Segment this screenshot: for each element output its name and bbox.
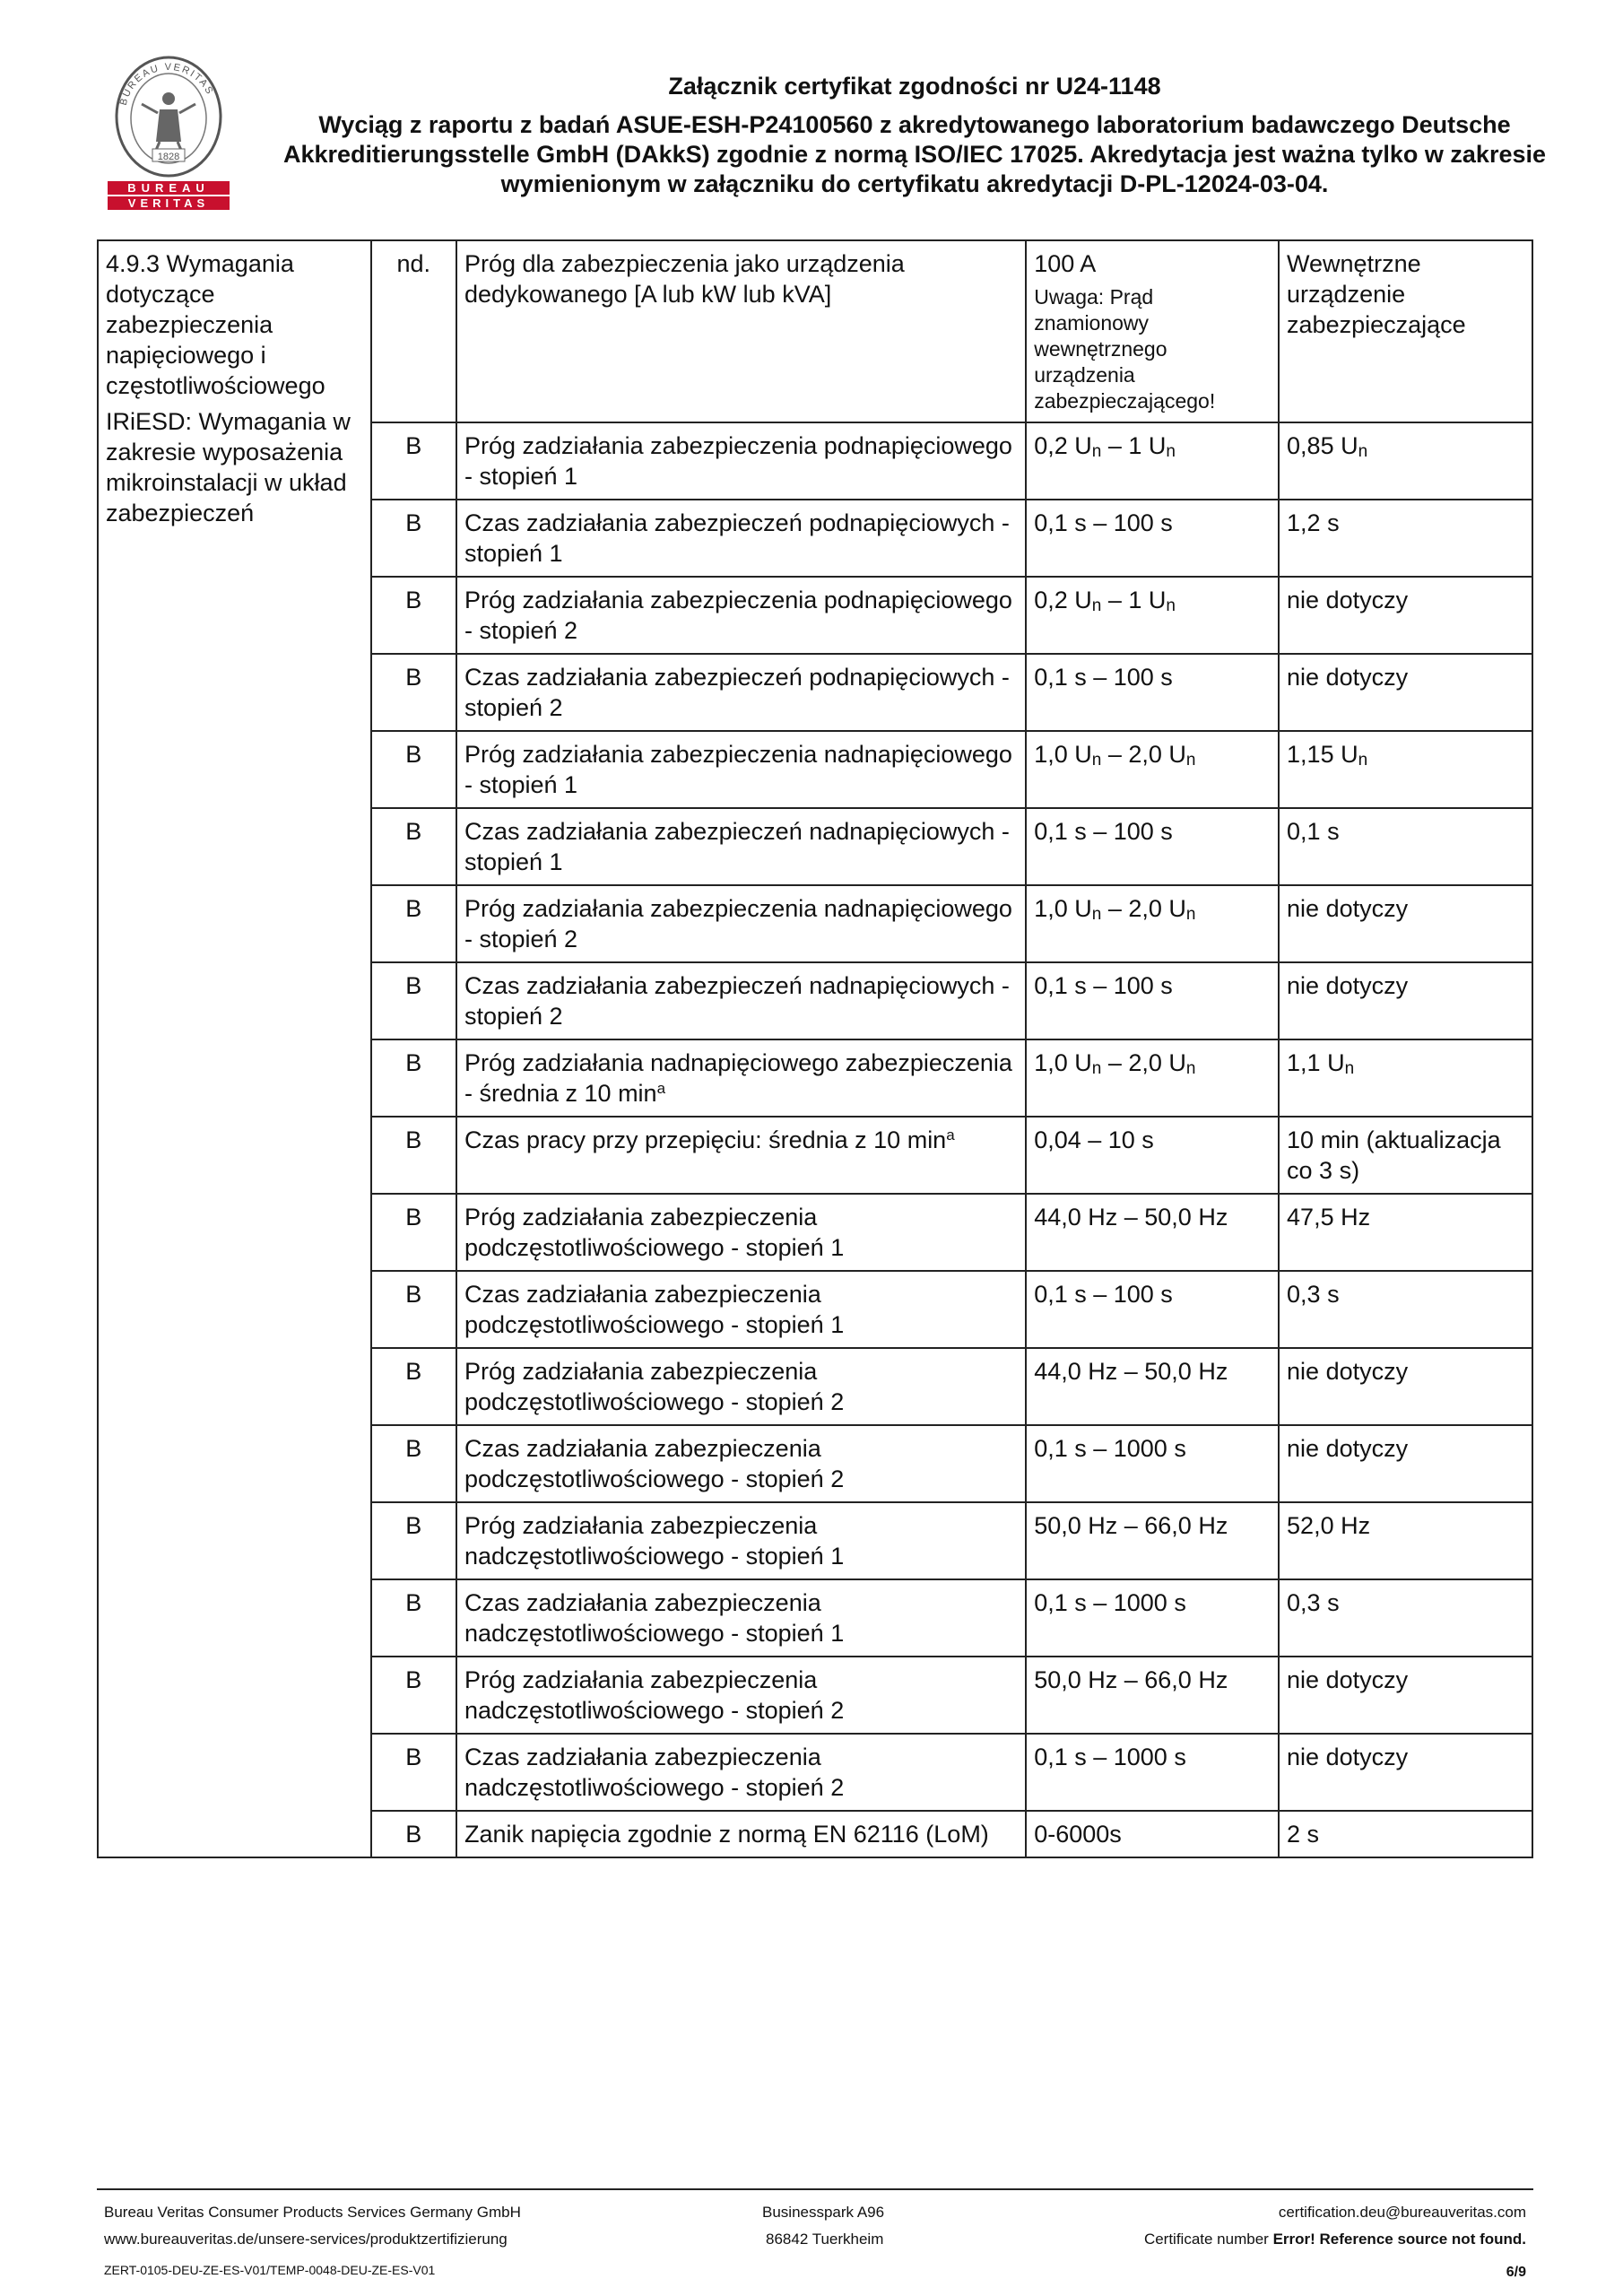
value-cell: nie dotyczy xyxy=(1279,577,1532,654)
page-number: 6/9 xyxy=(1506,2265,1526,2280)
bureau-veritas-logo xyxy=(106,54,231,212)
description-cell: Próg zadziałania zabezpieczenia podnapięciowego - stopień 2 xyxy=(456,577,1026,654)
description-cell: Próg zadziałania zabezpieczenia podnapięciowego - stopień 1 xyxy=(456,422,1026,500)
description-cell: Próg zadziałania zabezpieczenia podczęstotliwościowego - stopień 1 xyxy=(456,1194,1026,1271)
nd-cell: B xyxy=(371,808,456,885)
range-cell: 0,1 s – 100 s xyxy=(1026,808,1279,885)
value-cell: nie dotyczy xyxy=(1279,885,1532,962)
footer-middle xyxy=(762,2199,884,2253)
value-cell: nie dotyczy xyxy=(1279,654,1532,731)
certificate-error: Error! Reference source not found. xyxy=(1272,2231,1526,2248)
value-cell: 0,1 s xyxy=(1279,808,1532,885)
range-cell xyxy=(1026,240,1279,422)
nd-cell: B xyxy=(371,1425,456,1502)
description-cell: Czas zadziałania zabezpieczenia nadczęstotliwościowego - stopień 1 xyxy=(456,1579,1026,1657)
description-cell: Próg zadziałania zabezpieczenia podczęstotliwościowego - stopień 2 xyxy=(456,1348,1026,1425)
range-cell: 0,1 s – 100 s xyxy=(1026,500,1279,577)
range-cell: 0,2 $U_n - 1$ $U_n$ xyxy=(1026,422,1279,500)
value-cell: nie dotyczy xyxy=(1279,962,1532,1039)
svg-text:BUREAU VERITAS: BUREAU VERITAS xyxy=(117,61,216,107)
value-cell: nie dotyczy xyxy=(1279,1348,1532,1425)
description-cell: Próg zadziałania nadnapięciowego zabezpieczenia - średnia z 10 $\min^a$ xyxy=(456,1039,1026,1117)
nd-cell: B xyxy=(371,500,456,577)
certificate-label: Certificate number xyxy=(1143,2231,1273,2248)
value-cell: 0,3 s xyxy=(1279,1271,1532,1348)
range-cell: 0,1 s – 1000 s xyxy=(1026,1734,1279,1811)
footer-certificate xyxy=(1144,2226,1526,2253)
requirements-table xyxy=(97,239,1533,1858)
category-subtitle: IRiESD: Wymagania w zakresie wyposażenia mikroinstalacji w układ zabezpieczeń xyxy=(106,408,351,526)
range-cell: 0,1 s – 100 s xyxy=(1026,1271,1279,1348)
nd-cell: B xyxy=(371,1194,456,1271)
nd-cell: B xyxy=(371,422,456,500)
description-cell: Czas zadziałania zabezpieczeń nadnapięciowych - stopień 2 xyxy=(456,962,1026,1039)
description-cell: Czas zadziałania zabezpieczeń podnapięciowych - stopień 2 xyxy=(456,654,1026,731)
description-cell: Czas zadziałania zabezpieczeń nadnapięciowych - stopień 1 xyxy=(456,808,1026,885)
nd-cell: B xyxy=(371,885,456,962)
nd-cell: B xyxy=(371,962,456,1039)
nd-cell: B xyxy=(371,1117,456,1194)
value-cell: nie dotyczy xyxy=(1279,1734,1532,1811)
svg-text:BUREAU: BUREAU xyxy=(127,181,210,195)
document-header xyxy=(269,72,1560,199)
svg-text:1828: 1828 xyxy=(157,152,180,162)
value-cell: 1,15 $U_n$ xyxy=(1279,731,1532,808)
description-cell: Próg zadziałania zabezpieczenia nadczęstotliwościowego - stopień 1 xyxy=(456,1502,1026,1579)
description-cell: Czas zadziałania zabezpieczenia podczęstotliwościowego - stopień 1 xyxy=(456,1271,1026,1348)
description-cell: Próg zadziałania zabezpieczenia nadnapięciowego - stopień 1 xyxy=(456,731,1026,808)
nd-cell: B xyxy=(371,1348,456,1425)
description-cell: Czas zadziałania zabezpieczeń podnapięciowych - stopień 1 xyxy=(456,500,1026,577)
value-cell: 47,5 Hz xyxy=(1279,1194,1532,1271)
nd-cell: B xyxy=(371,1734,456,1811)
range-cell: 0,1 s – 100 s xyxy=(1026,654,1279,731)
nd-cell: B xyxy=(371,1271,456,1348)
footer-email[interactable]: certification.deu@bureauveritas.com xyxy=(1278,2204,1526,2221)
description-cell: Próg zadziałania zabezpieczenia nadczęstotliwościowego - stopień 2 xyxy=(456,1657,1026,1734)
description-cell: Czas pracy przy przepięciu: średnia z 10 $\min^a$ xyxy=(456,1117,1026,1194)
description-cell: Zanik napięcia zgodnie z normą EN 62116 (LoM) xyxy=(456,1811,1026,1857)
nd-cell: B xyxy=(371,577,456,654)
range-cell: 50,0 Hz – 66,0 Hz xyxy=(1026,1502,1279,1579)
range-value: 100 A xyxy=(1034,250,1097,277)
value-cell: nie dotyczy xyxy=(1279,1425,1532,1502)
footer-divider xyxy=(97,2188,1533,2190)
value-cell: 52,0 Hz xyxy=(1279,1502,1532,1579)
nd-cell: B xyxy=(371,731,456,808)
nd-cell: B xyxy=(371,1811,456,1857)
table-row xyxy=(98,240,1532,422)
range-cell: 44,0 Hz – 50,0 Hz xyxy=(1026,1348,1279,1425)
range-note: Uwaga: Prąd znamionowy wewnętrznego urządzenia zabezpieczającego! xyxy=(1034,285,1216,413)
value-cell: 0,3 s xyxy=(1279,1579,1532,1657)
range-cell: 1,0 $U_n - 2,0$ $U_n$ xyxy=(1026,885,1279,962)
footer-website[interactable]: www.bureauveritas.de/unsere-services/produktzertifizierung xyxy=(104,2231,508,2248)
value-cell: 0,85 $U_n$ xyxy=(1279,422,1532,500)
value-cell: 1,2 s xyxy=(1279,500,1532,577)
description-cell: Czas zadziałania zabezpieczenia podczęstotliwościowego - stopień 2 xyxy=(456,1425,1026,1502)
range-cell: 0,1 s – 1000 s xyxy=(1026,1425,1279,1502)
footer-company: Bureau Veritas Consumer Products Services Germany GmbH xyxy=(104,2204,521,2221)
value-cell: 10 min (aktualizacja co 3 s) xyxy=(1279,1117,1532,1194)
header-title: Załącznik certyfikat zgodności nr U24-1148 xyxy=(668,73,1161,100)
range-cell: 0,04 – 10 s xyxy=(1026,1117,1279,1194)
header-description: Wyciąg z raportu z badań ASUE-ESH-P24100560 z akredytowanego laboratorium badawczego Deutsche Akkreditierungsstelle GmbH (DAkkS) zgodnie z normą ISO/IEC 17025. Akredytacja jest ważna tylko w zakresie wymienionym w załączniku do certyfikatu akredytacji D-PL-12024-03-04. xyxy=(283,111,1546,197)
value-cell: nie dotyczy xyxy=(1279,1657,1532,1734)
nd-cell: B xyxy=(371,654,456,731)
category-cell xyxy=(98,240,371,1857)
nd-cell: B xyxy=(371,1657,456,1734)
svg-text:VERITAS: VERITAS xyxy=(127,196,210,210)
range-cell: 0,1 s – 1000 s xyxy=(1026,1579,1279,1657)
nd-cell: B xyxy=(371,1039,456,1117)
range-cell: 0,1 s – 100 s xyxy=(1026,962,1279,1039)
nd-cell: B xyxy=(371,1502,456,1579)
description-cell: Czas zadziałania zabezpieczenia nadczęstotliwościowego - stopień 2 xyxy=(456,1734,1026,1811)
nd-cell: nd. xyxy=(371,240,456,422)
footer-left xyxy=(104,2199,521,2253)
footer-address-1: Businesspark A96 xyxy=(762,2204,885,2221)
value-cell: Wewnętrzne urządzenie zabezpieczające xyxy=(1279,240,1532,422)
range-cell: 0,2 $U_n - 1$ $U_n$ xyxy=(1026,577,1279,654)
footer-address-2: 86842 Tuerkheim xyxy=(766,2231,884,2248)
range-cell: 1,0 $U_n - 2,0$ $U_n$ xyxy=(1026,1039,1279,1117)
range-cell: 0-6000s xyxy=(1026,1811,1279,1857)
footer-right xyxy=(1144,2199,1526,2253)
description-cell: Próg dla zabezpieczenia jako urządzenia dedykowanego [A lub kW lub kVA] xyxy=(456,240,1026,422)
category-title: 4.9.3 Wymagania dotyczące zabezpieczenia napięciowego i częstotliwościowego xyxy=(106,250,325,399)
value-cell: 1,1 $U_n$ xyxy=(1279,1039,1532,1117)
range-cell: 1,0 $U_n - 2,0$ $U_n$ xyxy=(1026,731,1279,808)
range-cell: 50,0 Hz – 66,0 Hz xyxy=(1026,1657,1279,1734)
nd-cell: B xyxy=(371,1579,456,1657)
value-cell: 2 s xyxy=(1279,1811,1532,1857)
document-code: ZERT-0105-DEU-ZE-ES-V01/TEMP-0048-DEU-ZE-ES-V01 xyxy=(104,2263,436,2277)
description-cell: Próg zadziałania zabezpieczenia nadnapięciowego - stopień 2 xyxy=(456,885,1026,962)
range-cell: 44,0 Hz – 50,0 Hz xyxy=(1026,1194,1279,1271)
